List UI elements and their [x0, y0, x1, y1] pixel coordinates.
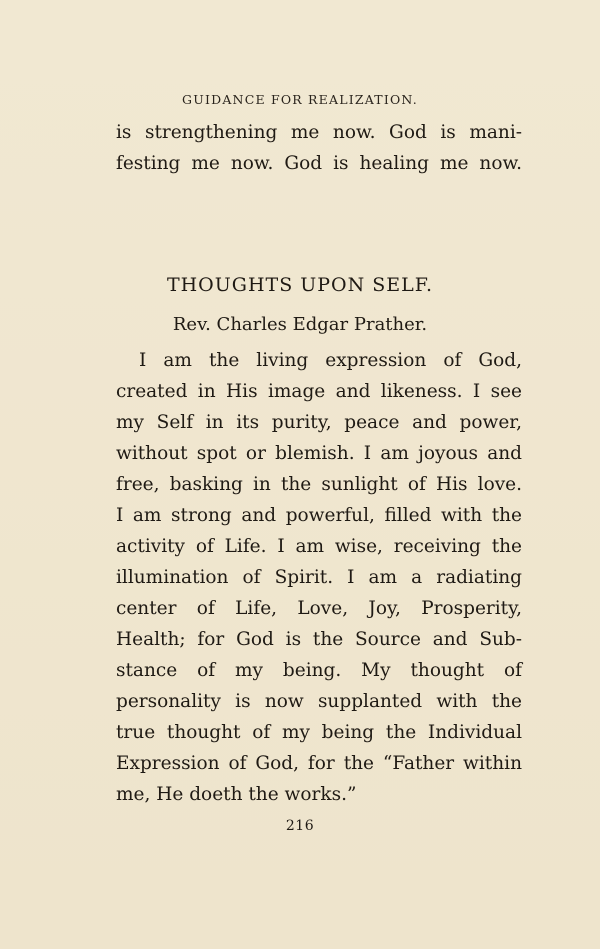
opening-line-1: is strengthening me now. God is mani- [116, 122, 522, 143]
body-line-15: me, He doeth the works.” [116, 784, 357, 805]
body-line-9: center of Life, Love, Joy, Prosperity, [116, 598, 522, 619]
body-line-6: I am strong and powerful, filled with the [116, 505, 522, 526]
author-line: Rev. Charles Edgar Prather. [172, 314, 428, 335]
body-line-3: my Self in its purity, peace and power, [116, 412, 522, 433]
body-line-7: activity of Life. I am wise, receiving the [116, 536, 522, 557]
body-line-12: personality is now supplanted with the [116, 691, 522, 712]
body-line-1: I am the living expression of God, [139, 350, 522, 371]
body-line-8: illumination of Spirit. I am a radiating [116, 567, 522, 588]
running-head: GUIDANCE FOR REALIZATION. [182, 92, 418, 107]
opening-line-2: festing me now. God is healing me now. [116, 153, 522, 174]
body-line-11: stance of my being. My thought of [116, 660, 522, 681]
section-title: THOUGHTS UPON SELF. [166, 274, 434, 296]
body-line-13: true thought of my being the Individual [116, 722, 522, 743]
body-line-10: Health; for God is the Source and Sub- [116, 629, 522, 650]
body-line-2: created in His image and likeness. I see [116, 381, 522, 402]
page-number: 216 [285, 818, 315, 834]
body-line-5: free, basking in the sunlight of His love. [116, 474, 522, 495]
body-line-4: without spot or blemish. I am joyous and [116, 443, 522, 464]
body-line-14: Expression of God, for the “Father within [116, 753, 522, 774]
